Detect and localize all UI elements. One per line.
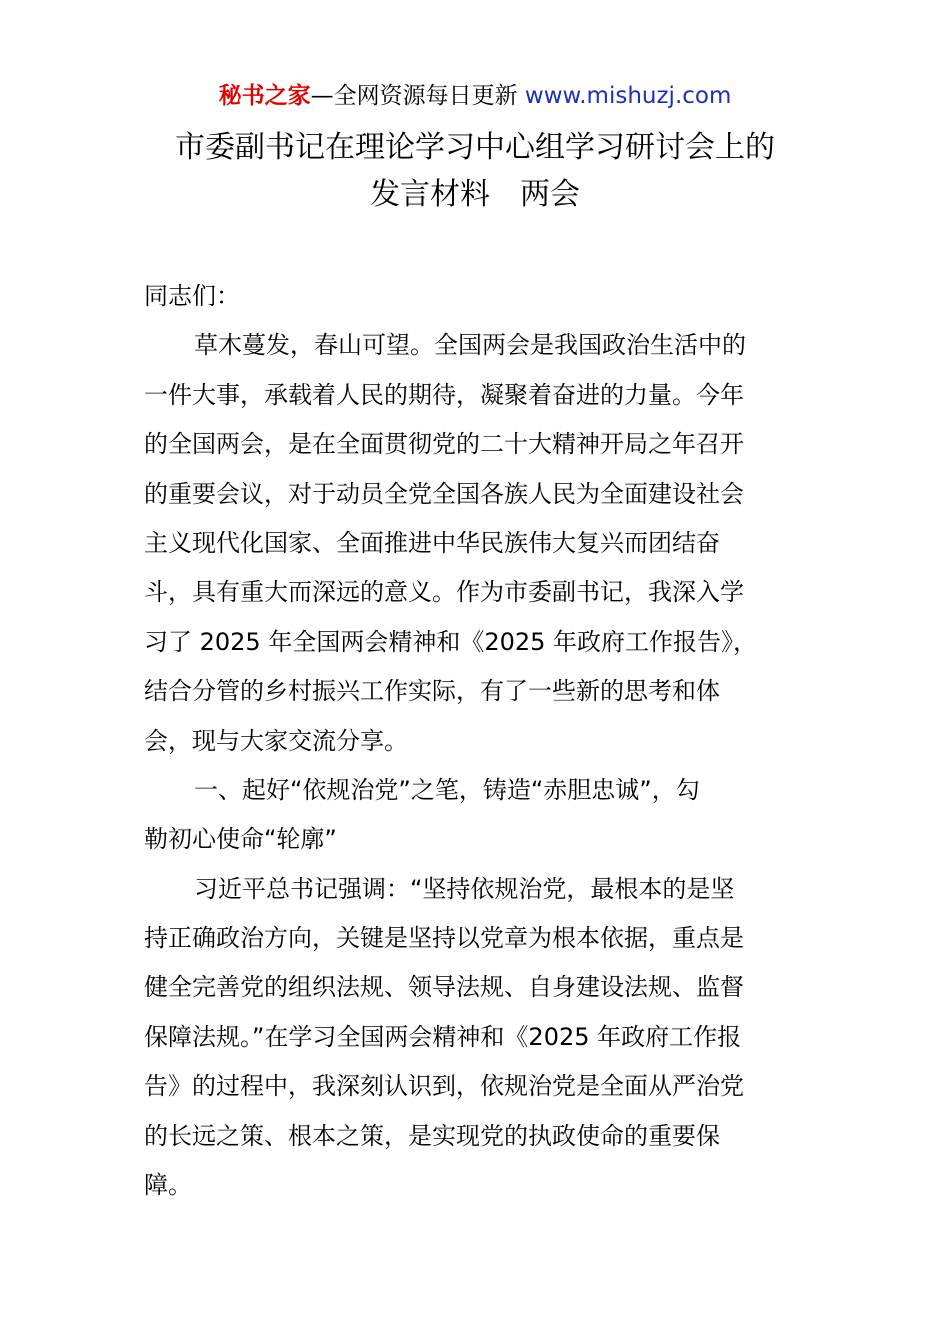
site-header	[0, 80, 950, 112]
body-line: 障。	[144, 1171, 192, 1200]
title-line-1: 市委副书记在理论学习中心组学习研讨会上的	[175, 130, 775, 165]
body-line: 告》的过程中，我深刻认识到，依规治党是全面从严治党	[144, 1072, 744, 1101]
body-line: 结合分管的乡村振兴工作实际，有了一些新的思考和体	[144, 677, 720, 706]
body-line: 的全国两会，是在全面贯彻党的二十大精神开局之年召开	[144, 430, 744, 459]
section-heading-line: 勒初心使命“轮廓”	[144, 825, 337, 854]
document-body	[144, 272, 809, 1210]
body-line: 会，现与大家交流分享。	[144, 726, 408, 755]
body-line: 的长远之策、根本之策，是实现党的执政使命的重要保	[144, 1121, 720, 1150]
body-line: 保障法规。”在学习全国两会精神和《2025 年政府工作报	[144, 1022, 742, 1051]
title-line-2-part-1: 发言材料	[370, 177, 490, 212]
site-tagline: —全网资源每日更新	[310, 83, 518, 109]
document-title	[100, 124, 850, 218]
body-line: 持正确政治方向，关键是坚持以党章为根本依据，重点是	[144, 924, 744, 953]
body-line: 健全完善党的组织法规、领导法规、自身建设法规、监督	[144, 973, 744, 1002]
body-line: 斗，具有重大而深远的意义。作为市委副书记，我深入学	[144, 578, 744, 607]
body-line: 习了 2025 年全国两会精神和《2025 年政府工作报告》，	[144, 627, 758, 656]
body-line: 的重要会议，对于动员全党全国各族人民为全面建设社会	[144, 479, 744, 508]
body-line: 习近平总书记强调：“坚持依规治党，最根本的是坚	[194, 874, 735, 903]
site-brand: 秘书之家	[218, 83, 311, 109]
title-line-2-part-2: 两会	[520, 177, 580, 212]
body-line: 一件大事，承载着人民的期待，凝聚着奋进的力量。今年	[144, 380, 744, 409]
body-line: 草木蔓发，春山可望。全国两会是我国政治生活中的	[194, 331, 746, 360]
salutation: 同志们：	[144, 282, 240, 310]
section-heading-line: 一、起好“依规治党”之笔，铸造“赤胆忠诚”，勾	[194, 775, 700, 804]
body-line: 主义现代化国家、全面推进中华民族伟大复兴而团结奋	[144, 528, 720, 557]
site-url-link[interactable]: www.mishuzj.com	[524, 83, 732, 109]
title-line-2	[100, 171, 850, 218]
